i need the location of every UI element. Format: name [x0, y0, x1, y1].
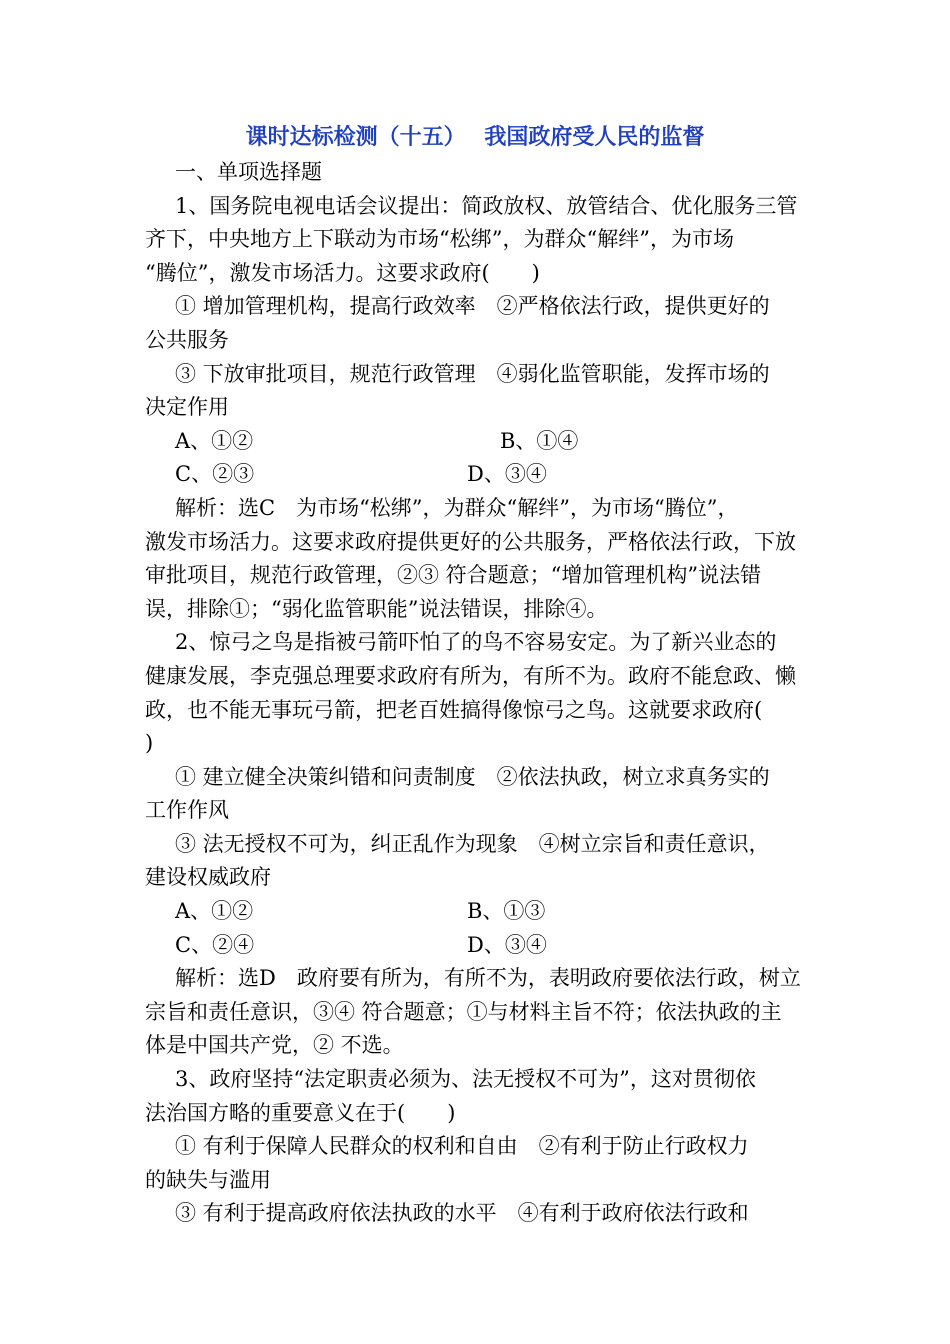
- option-b: B、①④: [500, 428, 579, 453]
- option-c: C、②④: [175, 932, 255, 957]
- statement-line: ① 有利于保障人民群众的权利和自由 ②有利于防止行政权力: [175, 1134, 749, 1159]
- statement-line: ① 增加管理机构，提高行政效率 ②严格依法行政，提供更好的: [175, 294, 770, 319]
- statement-line: ③ 有利于提高政府依法执政的水平 ④有利于政府依法行政和: [175, 1201, 749, 1226]
- analysis-text: 宗旨和责任意识，③④ 符合题意；①与材料主旨不符；依法执政的主: [145, 999, 782, 1024]
- statement-line: 建设权威政府: [145, 865, 271, 890]
- option-row: [145, 458, 810, 492]
- analysis-text: 审批项目，规范行政管理，②③ 符合题意；“增加管理机构”说法错: [145, 563, 762, 588]
- option-a: A、①②: [175, 428, 254, 453]
- page-title: 课时达标检测（十五） 我国政府受人民的监督: [245, 124, 705, 150]
- option-d: D、③④: [467, 462, 547, 487]
- option-row: [145, 895, 810, 929]
- statement-line: ① 建立健全决策纠错和问责制度 ②依法执政，树立求真务实的: [175, 764, 770, 789]
- statement-line: ③ 下放审批项目，规范行政管理 ④弱化监管职能，发挥市场的: [175, 361, 770, 386]
- option-d: D、③④: [467, 932, 547, 957]
- option-b: B、①③: [467, 899, 546, 924]
- statement-line: 工作作风: [145, 798, 229, 823]
- question-3: [145, 1063, 810, 1231]
- question-stem: 健康发展，李克强总理要求政府有所为，有所不为。政府不能怠政、懒: [145, 663, 796, 688]
- option-row: [145, 929, 810, 963]
- question-1: [145, 190, 810, 627]
- question-stem: 1、国务院电视电话会议提出：简政放权、放管结合、优化服务三管: [175, 193, 798, 218]
- question-2: [145, 626, 810, 1063]
- statement-line: ③ 法无授权不可为，纠正乱作为现象 ④树立宗旨和责任意识，: [175, 831, 770, 856]
- analysis-text: 解析：选C 为市场“松绑”，为群众“解绊”，为市场“腾位”，: [175, 495, 739, 520]
- document-body: [145, 156, 810, 1231]
- question-stem: 政，也不能无事玩弓箭，把老百姓搞得像惊弓之鸟。这就要求政府(: [145, 697, 763, 722]
- question-stem: 法治国方略的重要意义在于( ): [145, 1100, 456, 1125]
- question-stem: “腾位”，激发市场活力。这要求政府( ): [145, 260, 540, 285]
- question-stem: 齐下，中央地方上下联动为市场“松绑”，为群众“解绊”，为市场: [145, 227, 734, 252]
- statement-line: 公共服务: [145, 327, 229, 352]
- option-row: [145, 425, 810, 459]
- question-stem: ): [145, 731, 154, 756]
- analysis-text: 体是中国共产党，② 不选。: [145, 1033, 404, 1058]
- question-stem: 3、政府坚持“法定职责必须为、法无授权不可为”，这对贯彻依: [175, 1067, 756, 1092]
- analysis-text: 误，排除①；“弱化监管职能”说法错误，排除④。: [145, 596, 608, 621]
- section-heading: 一、单项选择题: [175, 160, 322, 184]
- question-stem: 2、惊弓之鸟是指被弓箭吓怕了的鸟不容易安定。为了新兴业态的: [175, 630, 777, 655]
- analysis-text: 激发市场活力。这要求政府提供更好的公共服务，严格依法行政，下放: [145, 529, 796, 554]
- option-a: A、①②: [175, 899, 254, 924]
- analysis-text: 解析：选D 政府要有所为，有所不为，表明政府要依法行政，树立: [175, 966, 801, 991]
- statement-line: 决定作用: [145, 395, 229, 420]
- statement-line: 的缺失与滥用: [145, 1167, 271, 1192]
- option-c: C、②③: [175, 462, 255, 487]
